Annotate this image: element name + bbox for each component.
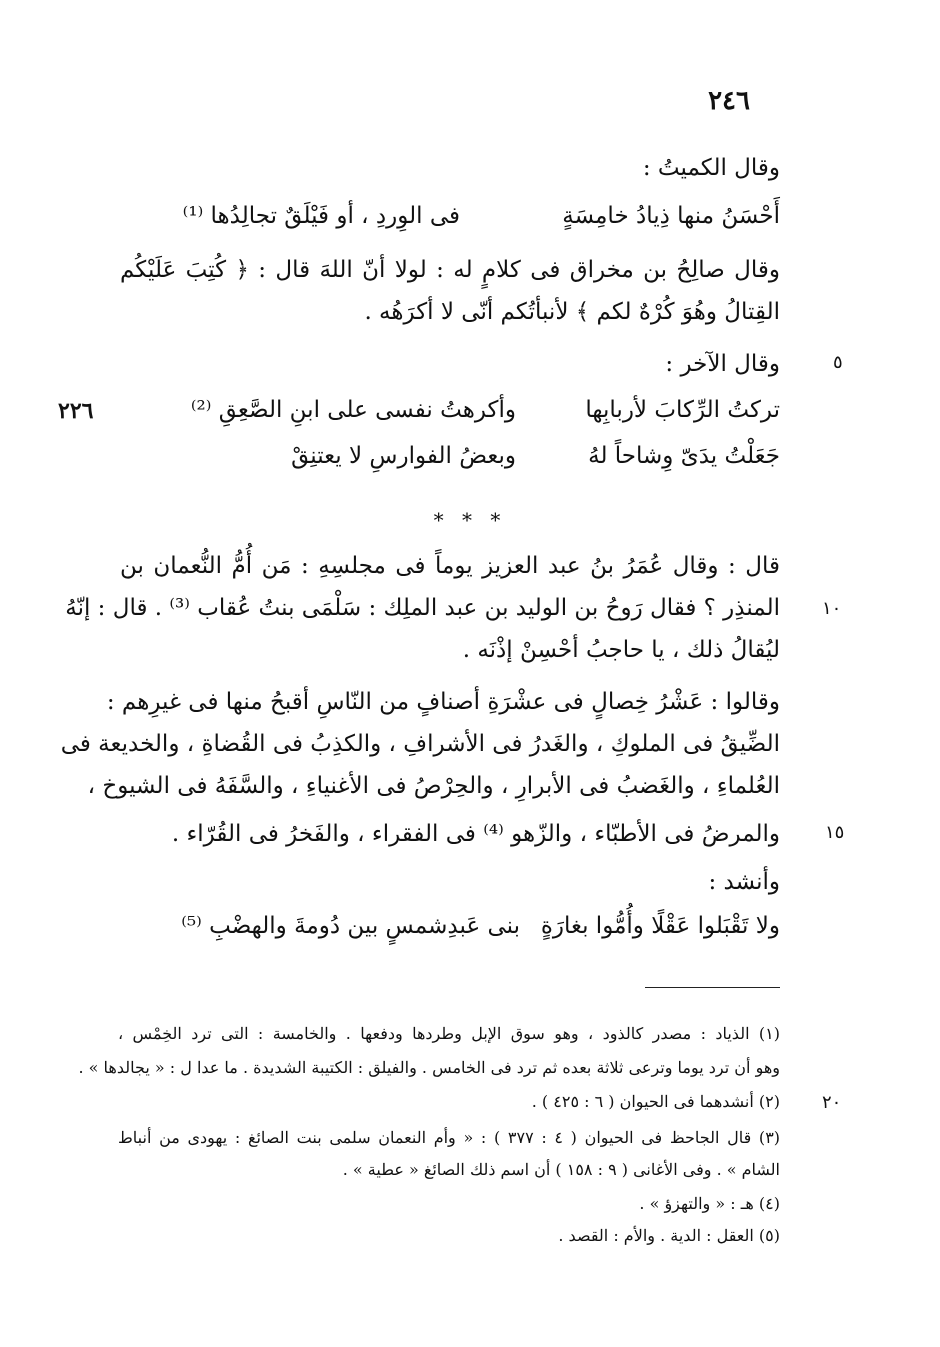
text-line: القِتالُ وهُوَ كُرْهٌ لكم ﴾ لأنبأتُكم أنّى لا أكرَهُه . (364, 299, 780, 325)
verse-hemistich: بنى عَبدِشمسٍ بين دُومةَ والهضْبِ ⁽⁵⁾ (181, 913, 520, 939)
footnote-separator (645, 987, 780, 988)
section-divider: * * * (433, 508, 507, 532)
text-line: وقال الكميتُ : (642, 155, 780, 181)
text-line: وأنشد : (708, 869, 780, 895)
verse-hemistich: وأكرهتُ نفسى على ابنِ الصَّعِقِ ⁽²⁾ (190, 397, 516, 423)
text-line: وقالوا : عَشْرُ خِصالٍ فى عشْرَةِ أصنافٍ من النّاسِ أقبحُ منها فى غيرِهم : (106, 689, 780, 715)
line-number: ٥ (833, 352, 843, 373)
line-number: ١٥ (825, 822, 845, 843)
footnote: (٤) هـ : « والتهزؤ » . (639, 1194, 780, 1213)
footnote: (٥) العقل : الدية . والأم : القصد . (558, 1226, 780, 1245)
footnote: (١) الذياد : مصدر كالذود ، وهو سوق الإبل وطردها ودفعها . والخامسة : التى ترد الخِمْس ، (118, 1024, 781, 1043)
text-line: ليُقالُ ذلك ، يا حاجبُ أحْسِنْ إذْنَه . (462, 637, 780, 663)
page-number: ٢٤٦ (708, 86, 750, 116)
line-number: ١٠ (822, 598, 842, 619)
verse-hemistich: جَعَلْتُ يدَىّ وِشاحاً لهُ (588, 443, 780, 469)
footnote: الشام » . وفى الأغانى ( ٩ : ١٥٨ ) أن اسم ذلك الصائغ « عطية » . (342, 1160, 780, 1179)
footnote: (٢) أنشدهما فى الحيوان ( ٦ : ٤٢٥ ) . (531, 1092, 780, 1111)
text-line: وقال صالِحُ بن مخراق فى كلامٍ له : لولا أنّ اللهَ قال : ﴿ كُتِبَ عَلَيْكُم (120, 257, 780, 283)
text-line: المنذِر ؟ فقال رَوحُ بن الوليد بن عبد الملِك : سَلْمَى بنتُ عُقاب ⁽³⁾ . قال : إنّهُ (65, 595, 780, 621)
text-line: وقال الآخر : (665, 351, 780, 377)
verse-hemistich: ولا تَقْبَلوا عَقْلًا وأُمُّوا بغارَةٍ (540, 913, 780, 939)
text-line: قال : وقال عُمَرُ بنُ عبد العزيز يوماً فى مجلسِهِ : مَن أُمُّ النُّعمان بن (120, 553, 780, 579)
line-number: ٢٠ (822, 1092, 842, 1113)
footnote: (٣) قال الجاحظ فى الحيوان ( ٤ : ٣٧٧ ) : « وأم النعمان سلمى بنت الصائغ : يهودى من أنباط (118, 1128, 781, 1147)
side-page-number: ٢٢٦ (58, 398, 94, 424)
verse-hemistich: تركتُ الرِّكابَ لأربابِها (585, 397, 780, 423)
verse-hemistich: فى الوِردِ ، أو فَيْلَقٌ تجالِدُها ⁽¹⁾ (182, 203, 460, 229)
text-line: الضِّيقُ فى الملوكِ ، والغَدرُ فى الأشرافِ ، والكذِبُ فى القُضاةِ ، والخديعة فى (60, 731, 780, 757)
footnote: وهو أن ترد يوما وترعى ثلاثة بعده ثم ترد فى الخامس . والفيلق : الكتيبة الشديدة . ما عدا ل : « يجالدها » . (78, 1058, 780, 1077)
text-line: العُلماءِ ، والغَضبُ فى الأبرارِ ، والحِرْصُ فى الأغنياءِ ، والسَّفَهُ فى الشيوخ ، (87, 773, 780, 799)
verse-hemistich: وبعضُ الفوارسِ لا يعتنِقْ (291, 443, 516, 469)
text-line: والمرضُ فى الأطبّاء ، والزّهو ⁽⁴⁾ فى الفقراء ، والفَخرُ فى القُرّاء . (171, 821, 780, 847)
verse-hemistich: أَحْسَنُ منها ذِيادُ خامِسَةٍ (562, 203, 780, 229)
